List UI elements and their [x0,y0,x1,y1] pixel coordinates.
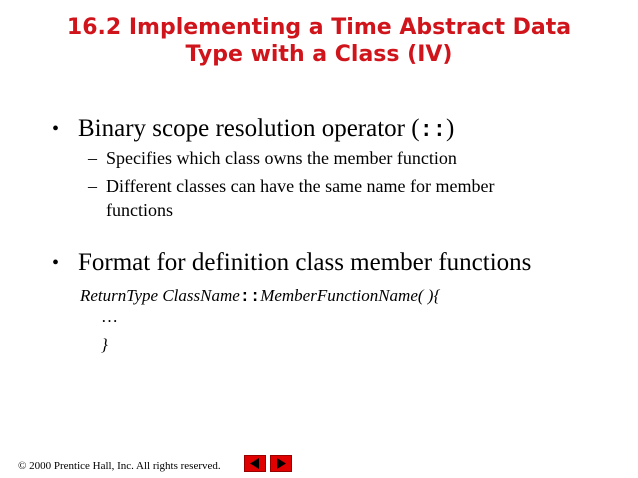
bullet-dot: • [52,252,60,274]
code-class-name: ClassName [162,286,240,305]
code-ellipsis-line: … [101,307,118,326]
code-scope-operator: :: [239,288,261,307]
scope-operator-code: :: [419,118,446,143]
footer-copyright: © 2000 Prentice Hall, Inc. All rights reserved. [18,460,221,472]
slide-title [40,14,598,68]
prev-slide-button[interactable] [244,455,266,472]
code-closing-brace: } [101,335,108,354]
code-function-name: MemberFunctionName( ){ [260,286,441,305]
right-arrow-icon [271,456,291,471]
sub-item-text: Different classes can have the same name for member functions [106,176,495,220]
bullet-dot: • [52,118,60,140]
bullet-text: Binary scope resolution operator ( [78,115,420,142]
code-return-type: ReturnType [80,286,159,305]
left-arrow-icon [245,456,265,471]
sub-item-text: Specifies which class owns the member function [106,148,457,168]
dash-marker: – [88,148,97,168]
bullet-text: Format for definition class member functions [78,249,532,276]
dash-marker: – [88,176,97,196]
bullet-text-end: ) [445,115,455,142]
title-line-1: 16.2 Implementing a Time Abstract Data [66,15,572,40]
code-signature-line [80,285,440,309]
next-slide-button[interactable] [270,455,292,472]
title-line-2: Type with a Class (IV) [185,42,453,67]
